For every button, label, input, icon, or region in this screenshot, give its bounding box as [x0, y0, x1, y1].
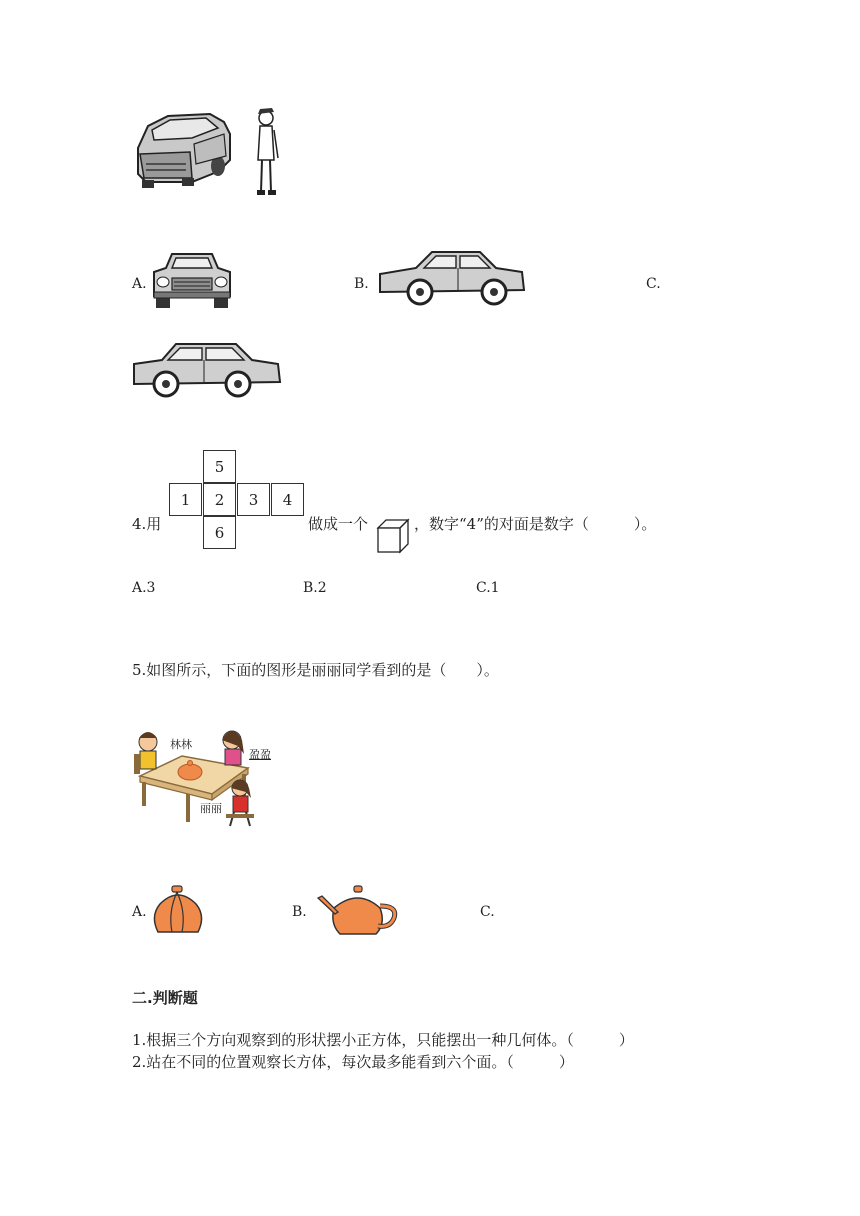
label-yingying: 盈盈 [249, 748, 271, 761]
q3-option-c-letter[interactable]: C. [646, 276, 661, 292]
q5-option-a-letter[interactable]: A. [132, 904, 147, 920]
judge-item-1: 1.根据三个方向观察到的形状摆小正方体，只能摆出一种几何体。（ ） [132, 1031, 634, 1049]
car-side-view-icon [376, 246, 528, 310]
teapot-front-view-icon [150, 884, 206, 938]
car-side-view-icon-c [130, 338, 282, 402]
car-and-boy-figure [132, 104, 282, 200]
net-cell-2: 2 [203, 483, 236, 516]
q4-middle: 做成一个 [308, 515, 369, 533]
q5-option-b-letter[interactable]: B. [292, 904, 307, 920]
cube-icon [376, 518, 410, 554]
net-cell-1: 1 [169, 483, 202, 516]
q4-option-c[interactable]: C.1 [476, 580, 500, 596]
label-linlin: 林林 [170, 738, 192, 751]
car-three-quarter-icon [132, 104, 282, 200]
q4-option-a[interactable]: A.3 [132, 580, 156, 596]
q5-question: 5.如图所示，下面的图形是丽丽同学看到的是（ ）。 [132, 661, 499, 679]
net-cell-3: 3 [237, 483, 270, 516]
net-cell-4: 4 [271, 483, 304, 516]
car-front-view-icon [150, 250, 234, 312]
q4-option-b[interactable]: B.2 [303, 580, 327, 596]
teapot-side-view-icon [314, 884, 400, 938]
q3-option-a-letter[interactable]: A. [132, 276, 147, 292]
judge-item-2: 2.站在不同的位置观察长方体，每次最多能看到六个面。（ ） [132, 1053, 574, 1071]
q4-prefix: 4.用 [132, 515, 162, 533]
label-lili: 丽丽 [200, 802, 222, 815]
cube-net-figure [169, 450, 305, 552]
net-cell-5: 5 [203, 450, 236, 483]
q3-option-b-letter[interactable]: B. [354, 276, 369, 292]
section2-heading: 二.判断题 [132, 989, 198, 1007]
q4-suffix: ，数字“4”的对面是数字（ ）。 [414, 515, 657, 533]
q5-option-c-letter[interactable]: C. [480, 904, 495, 920]
net-cell-6: 6 [203, 516, 236, 549]
